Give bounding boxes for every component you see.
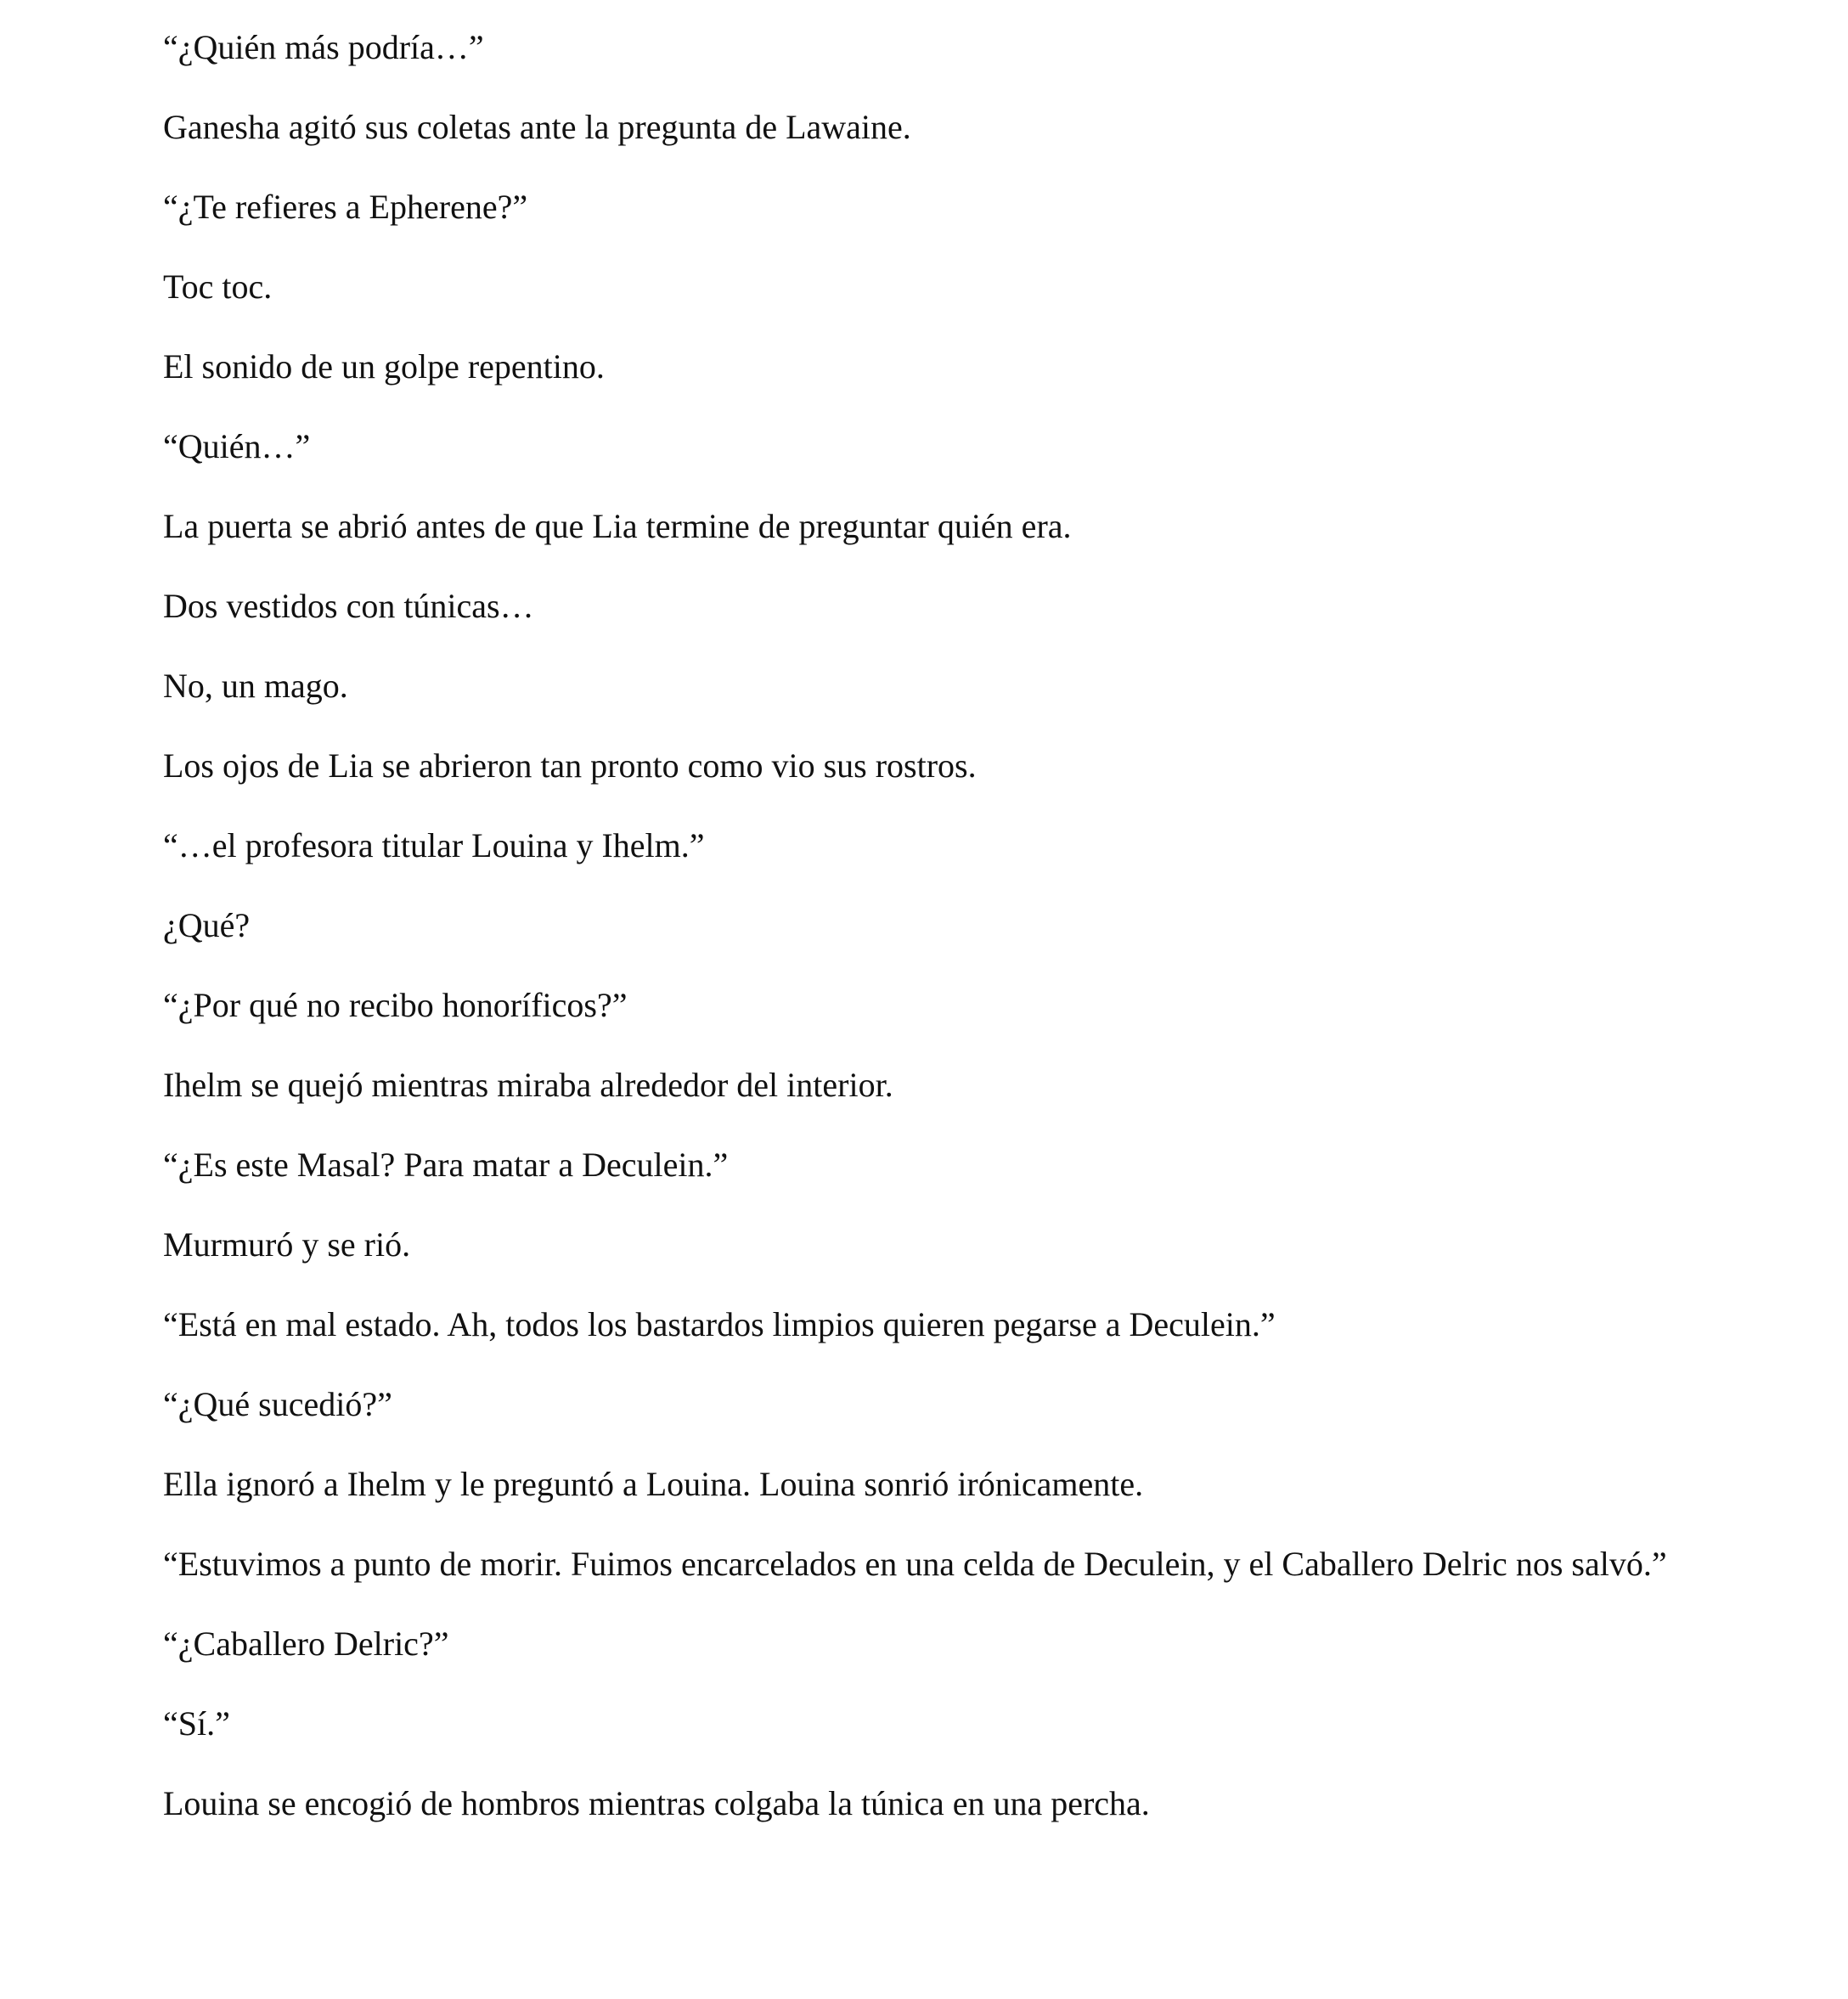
paragraph: Los ojos de Lia se abrieron tan pronto como vio sus rostros.: [163, 746, 977, 785]
paragraph: ¿Qué?: [163, 906, 251, 944]
paragraph: Murmuró y se rió.: [163, 1225, 411, 1264]
paragraph: “¿Qué sucedió?”: [163, 1385, 392, 1423]
paragraph: Toc toc.: [163, 267, 273, 306]
paragraph: La puerta se abrió antes de que Lia termine de preguntar quién era.: [163, 507, 1072, 545]
paragraph: “¿Caballero Delric?”: [163, 1625, 449, 1663]
paragraph: “¿Es este Masal? Para matar a Deculein.”: [163, 1146, 729, 1184]
document-page: [163, 25, 1692, 1861]
paragraph: “¿Quién más podría…”: [163, 28, 484, 66]
paragraph: Ihelm se quejó mientras miraba alrededor del interior.: [163, 1066, 893, 1104]
paragraph: “Estuvimos a punto de morir. Fuimos encarcelados en una celda de Deculein, y el Caballero Delric nos salvó.”: [163, 1545, 1667, 1583]
paragraph: No, un mago.: [163, 667, 348, 705]
paragraph: Louina se encogió de hombros mientras colgaba la túnica en una percha.: [163, 1784, 1150, 1822]
paragraph: “¿Por qué no recibo honoríficos?”: [163, 986, 628, 1024]
paragraph: “Quién…”: [163, 427, 311, 465]
paragraph: “Está en mal estado. Ah, todos los bastardos limpios quieren pegarse a Deculein.”: [163, 1305, 1276, 1343]
paragraph: El sonido de un golpe repentino.: [163, 347, 605, 386]
paragraph: Ella ignoró a Ihelm y le preguntó a Louina. Louina sonrió irónicamente.: [163, 1465, 1144, 1503]
paragraph: “¿Te refieres a Epherene?”: [163, 188, 528, 226]
paragraph: “Sí.”: [163, 1704, 230, 1743]
paragraph: “…el profesora titular Louina y Ihelm.”: [163, 826, 705, 864]
paragraph: Dos vestidos con túnicas…: [163, 587, 534, 625]
paragraph: Ganesha agitó sus coletas ante la pregunta de Lawaine.: [163, 108, 911, 146]
